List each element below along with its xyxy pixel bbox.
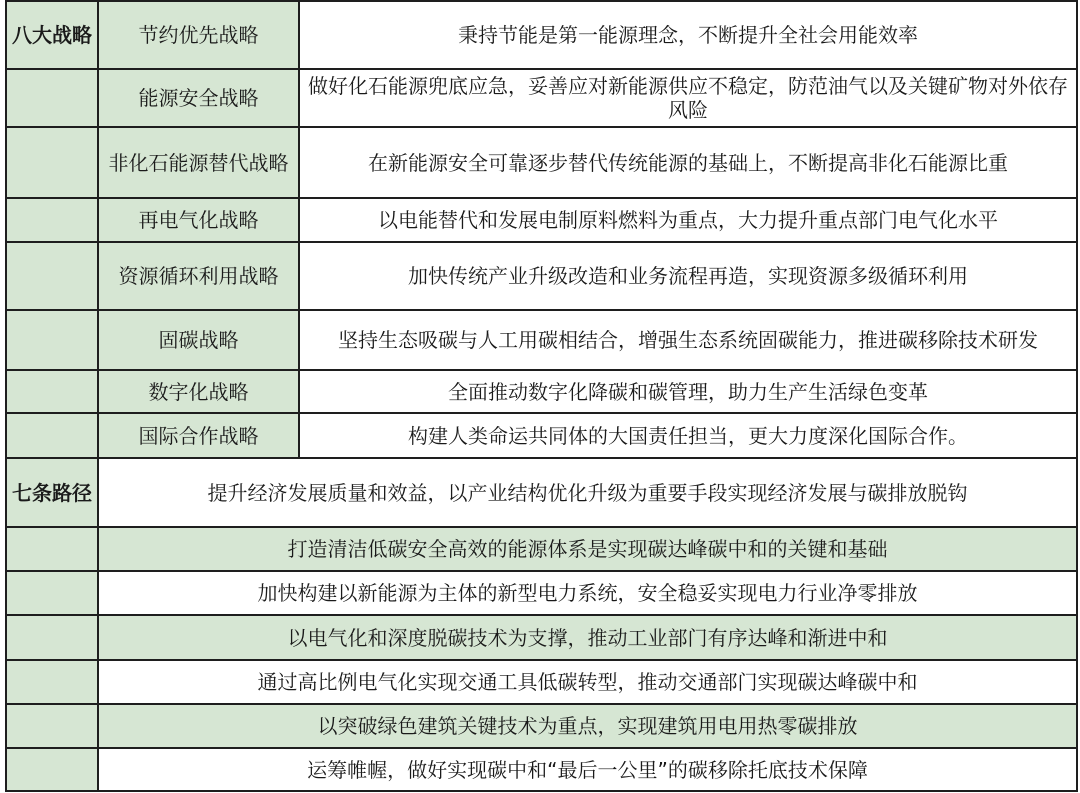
path-description: 通过高比例电气化实现交通工具低碳转型，推动交通部门实现碳达峰碳中和	[98, 660, 1077, 704]
blank-cell	[6, 198, 98, 242]
path-row	[6, 748, 1077, 791]
strategy-row	[6, 1, 1077, 69]
strategy-name: 节约优先战略	[98, 1, 299, 69]
blank-cell	[6, 370, 98, 413]
blank-cell	[6, 310, 98, 370]
blank-cell	[6, 127, 98, 198]
strategy-name: 固碳战略	[98, 310, 299, 370]
path-row	[6, 615, 1077, 660]
path-row	[6, 571, 1077, 615]
path-row	[6, 458, 1077, 527]
strategy-description: 坚持生态吸碳与人工用碳相结合，增强生态系统固碳能力，推进碳移除技术研发	[299, 310, 1077, 370]
path-row	[6, 704, 1077, 748]
blank-cell	[6, 571, 98, 615]
blank-cell	[6, 242, 98, 310]
path-description: 以突破绿色建筑关键技术为重点，实现建筑用电用热零碳排放	[98, 704, 1077, 748]
blank-cell	[6, 660, 98, 704]
strategy-name: 能源安全战略	[98, 69, 299, 127]
strategy-name: 国际合作战略	[98, 413, 299, 458]
path-description: 打造清洁低碳安全高效的能源体系是实现碳达峰碳中和的关键和基础	[98, 527, 1077, 571]
path-row	[6, 660, 1077, 704]
section-label-paths: 七条路径	[6, 458, 98, 527]
strategy-description: 在新能源安全可靠逐步替代传统能源的基础上，不断提高非化石能源比重	[299, 127, 1077, 198]
path-description: 加快构建以新能源为主体的新型电力系统，安全稳妥实现电力行业净零排放	[98, 571, 1077, 615]
strategy-name: 资源循环利用战略	[98, 242, 299, 310]
strategy-row	[6, 242, 1077, 310]
carbon-strategy-table	[5, 0, 1078, 792]
path-description: 以电气化和深度脱碳技术为支撑，推动工业部门有序达峰和渐进中和	[98, 615, 1077, 660]
blank-cell	[6, 527, 98, 571]
strategy-description: 秉持节能是第一能源理念，不断提升全社会用能效率	[299, 1, 1077, 69]
strategy-name: 数字化战略	[98, 370, 299, 413]
path-description: 运筹帷幄，做好实现碳中和“最后一公里”的碳移除托底技术保障	[98, 748, 1077, 791]
blank-cell	[6, 69, 98, 127]
blank-cell	[6, 413, 98, 458]
blank-cell	[6, 748, 98, 791]
path-description: 提升经济发展质量和效益，以产业结构优化升级为重要手段实现经济发展与碳排放脱钩	[98, 458, 1077, 527]
strategy-description: 加快传统产业升级改造和业务流程再造，实现资源多级循环利用	[299, 242, 1077, 310]
strategy-row	[6, 198, 1077, 242]
blank-cell	[6, 704, 98, 748]
strategy-description: 构建人类命运共同体的大国责任担当，更大力度深化国际合作。	[299, 413, 1077, 458]
strategy-row	[6, 310, 1077, 370]
section-label-strategies: 八大战略	[6, 1, 98, 69]
strategy-description: 全面推动数字化降碳和碳管理，助力生产生活绿色变革	[299, 370, 1077, 413]
strategy-name: 非化石能源替代战略	[98, 127, 299, 198]
strategy-description: 做好化石能源兜底应急，妥善应对新能源供应不稳定，防范油气以及关键矿物对外依存风险	[299, 69, 1077, 127]
blank-cell	[6, 615, 98, 660]
strategy-description: 以电能替代和发展电制原料燃料为重点，大力提升重点部门电气化水平	[299, 198, 1077, 242]
strategy-row	[6, 69, 1077, 127]
strategy-row	[6, 127, 1077, 198]
strategy-name: 再电气化战略	[98, 198, 299, 242]
path-row	[6, 527, 1077, 571]
strategy-row	[6, 413, 1077, 458]
strategy-row	[6, 370, 1077, 413]
